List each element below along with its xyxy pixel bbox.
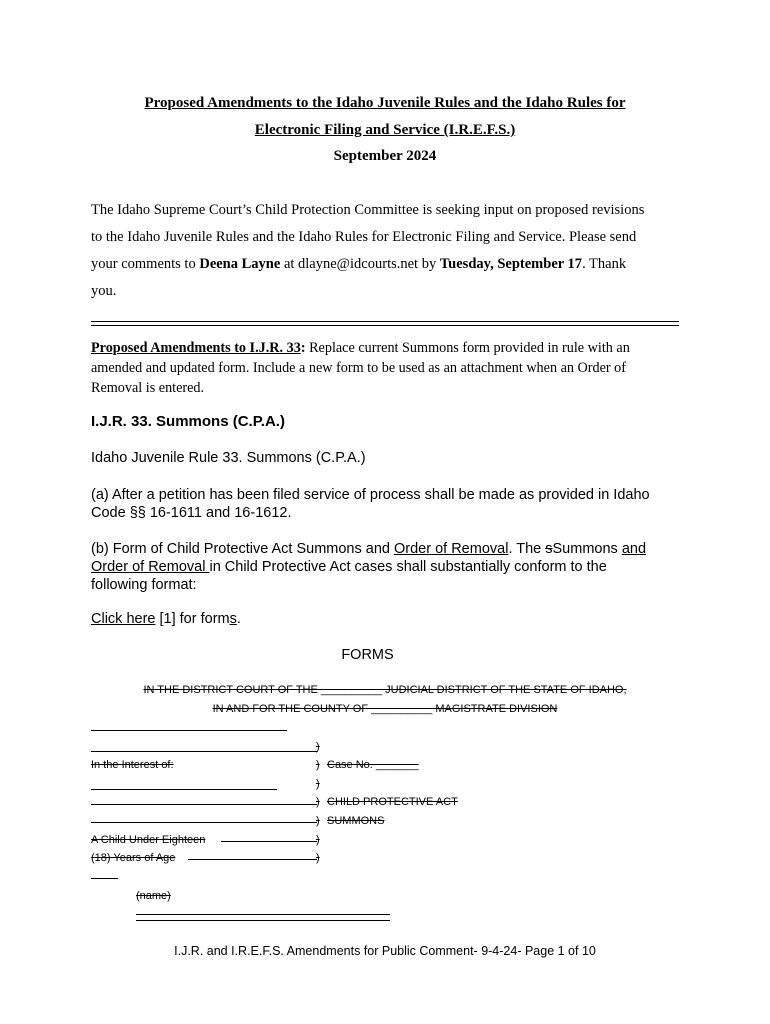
years-of-age-label: (18) Years of Age xyxy=(91,852,176,864)
amendment-colon: : xyxy=(300,340,306,356)
amendment-text: Replace current Summons form provided in rule with an xyxy=(305,340,630,356)
form-paren: ) xyxy=(316,759,320,771)
click-here-link[interactable]: Click here xyxy=(91,611,156,627)
intro-paragraph xyxy=(91,197,644,305)
separator-line xyxy=(91,321,679,322)
paragraph-b-text: in Child Protective Act cases shall substantially conform to the xyxy=(209,559,607,575)
form-paren: ) xyxy=(316,796,320,808)
inserted-text: Order of Removal xyxy=(394,541,509,557)
deadline-date: Tuesday, September 17 xyxy=(439,256,583,272)
forms-label: FORMS xyxy=(341,647,394,663)
form-blank-line xyxy=(91,804,317,805)
form-blank-line xyxy=(188,859,317,860)
document-date: September 2024 xyxy=(333,148,437,164)
intro-line-2: to the Idaho Juvenile Rules and the Idaho Rules for Electronic Filing and Service. Please send xyxy=(91,229,637,245)
name-label: (name) xyxy=(136,890,171,902)
form-blank-line xyxy=(136,914,390,915)
paragraph-b-text: . The xyxy=(508,541,546,557)
form-blank-line xyxy=(136,920,390,921)
paragraph-b-line-3: following format: xyxy=(91,577,197,593)
form-blank-line xyxy=(91,730,287,731)
form-paren: ) xyxy=(316,741,320,753)
click-here-text: [1] for form xyxy=(155,611,230,627)
intro-line-3 xyxy=(91,251,644,278)
paragraph-a-line-2: Code §§ 16-1611 and 16-1612. xyxy=(91,505,292,521)
court-header-line2: IN AND FOR THE COUNTY OF __________ MAGISTRATE DIVISION xyxy=(212,703,558,715)
amendment-summary xyxy=(91,338,630,398)
court-header-line1: IN THE DISTRICT COURT OF THE __________ JUDICIAL DISTRICT OF THE STATE OF IDAHO, xyxy=(143,684,627,696)
intro-text: at dlayne@idcourts.net by xyxy=(280,256,440,272)
intro-text: . Thank xyxy=(582,256,627,272)
rule-subheading: Idaho Juvenile Rule 33. Summons (C.P.A.) xyxy=(91,450,366,466)
form-paren: ) xyxy=(316,778,320,790)
form-blank-line xyxy=(91,878,118,879)
form-paren: ) xyxy=(316,815,320,827)
intro-line-1: The Idaho Supreme Court’s Child Protection Committee is seeking input on proposed revisions xyxy=(91,202,645,218)
amendment-line-2: amended and updated form. Include a new form to be used as an attachment when an Order of xyxy=(91,360,626,376)
document-title-line1: Proposed Amendments to the Idaho Juvenile Rules and the Idaho Rules for xyxy=(144,95,626,111)
page-footer: I.J.R. and I.R.E.F.S. Amendments for Public Comment- 9-4-24- Page 1 of 10 xyxy=(174,944,596,958)
rule-paragraph-b xyxy=(91,540,646,594)
child-under-eighteen-label: A Child Under Eighteen xyxy=(91,834,206,846)
paragraph-b-line-1 xyxy=(91,540,646,558)
form-blank-line xyxy=(91,751,317,752)
inserted-text: and xyxy=(621,541,647,557)
form-paren: ) xyxy=(316,834,320,846)
inserted-text: s xyxy=(229,611,237,627)
deleted-text: s xyxy=(545,541,553,557)
interest-of-label: In the Interest of: xyxy=(91,759,174,771)
click-here-text: . xyxy=(236,611,241,627)
form-blank-line xyxy=(91,789,277,790)
inserted-text: Order of Removal xyxy=(91,559,210,575)
amendment-heading: Proposed Amendments to I.J.R. 33 xyxy=(91,340,301,356)
paragraph-a-line-1: (a) After a petition has been filed service of process shall be made as provided in Idaho xyxy=(91,487,650,503)
paragraph-b-text: Summons xyxy=(552,541,622,557)
intro-line-4: you. xyxy=(91,283,117,299)
contact-name: Deena Layne xyxy=(199,256,281,272)
child-protective-act-label: CHILD PROTECTIVE ACT xyxy=(327,796,458,808)
forms-link-line xyxy=(91,611,241,627)
intro-text: your comments to xyxy=(91,256,200,272)
case-number-field: Case No. _______ xyxy=(327,759,419,771)
rule-paragraph-a xyxy=(91,486,650,522)
amendment-line-1 xyxy=(91,338,630,358)
amendment-line-3: Removal is entered. xyxy=(91,380,205,396)
paragraph-b-line-2 xyxy=(91,558,646,576)
rule-heading: I.J.R. 33. Summons (C.P.A.) xyxy=(91,413,285,430)
document-title-line2: Electronic Filing and Service (I.R.E.F.S.) xyxy=(254,122,516,138)
summons-label: SUMMONS xyxy=(327,815,385,827)
separator-line xyxy=(91,325,679,326)
form-blank-line xyxy=(221,841,317,842)
form-blank-line xyxy=(91,822,317,823)
form-paren: ) xyxy=(316,852,320,864)
paragraph-b-text: (b) Form of Child Protective Act Summons and xyxy=(91,541,394,557)
